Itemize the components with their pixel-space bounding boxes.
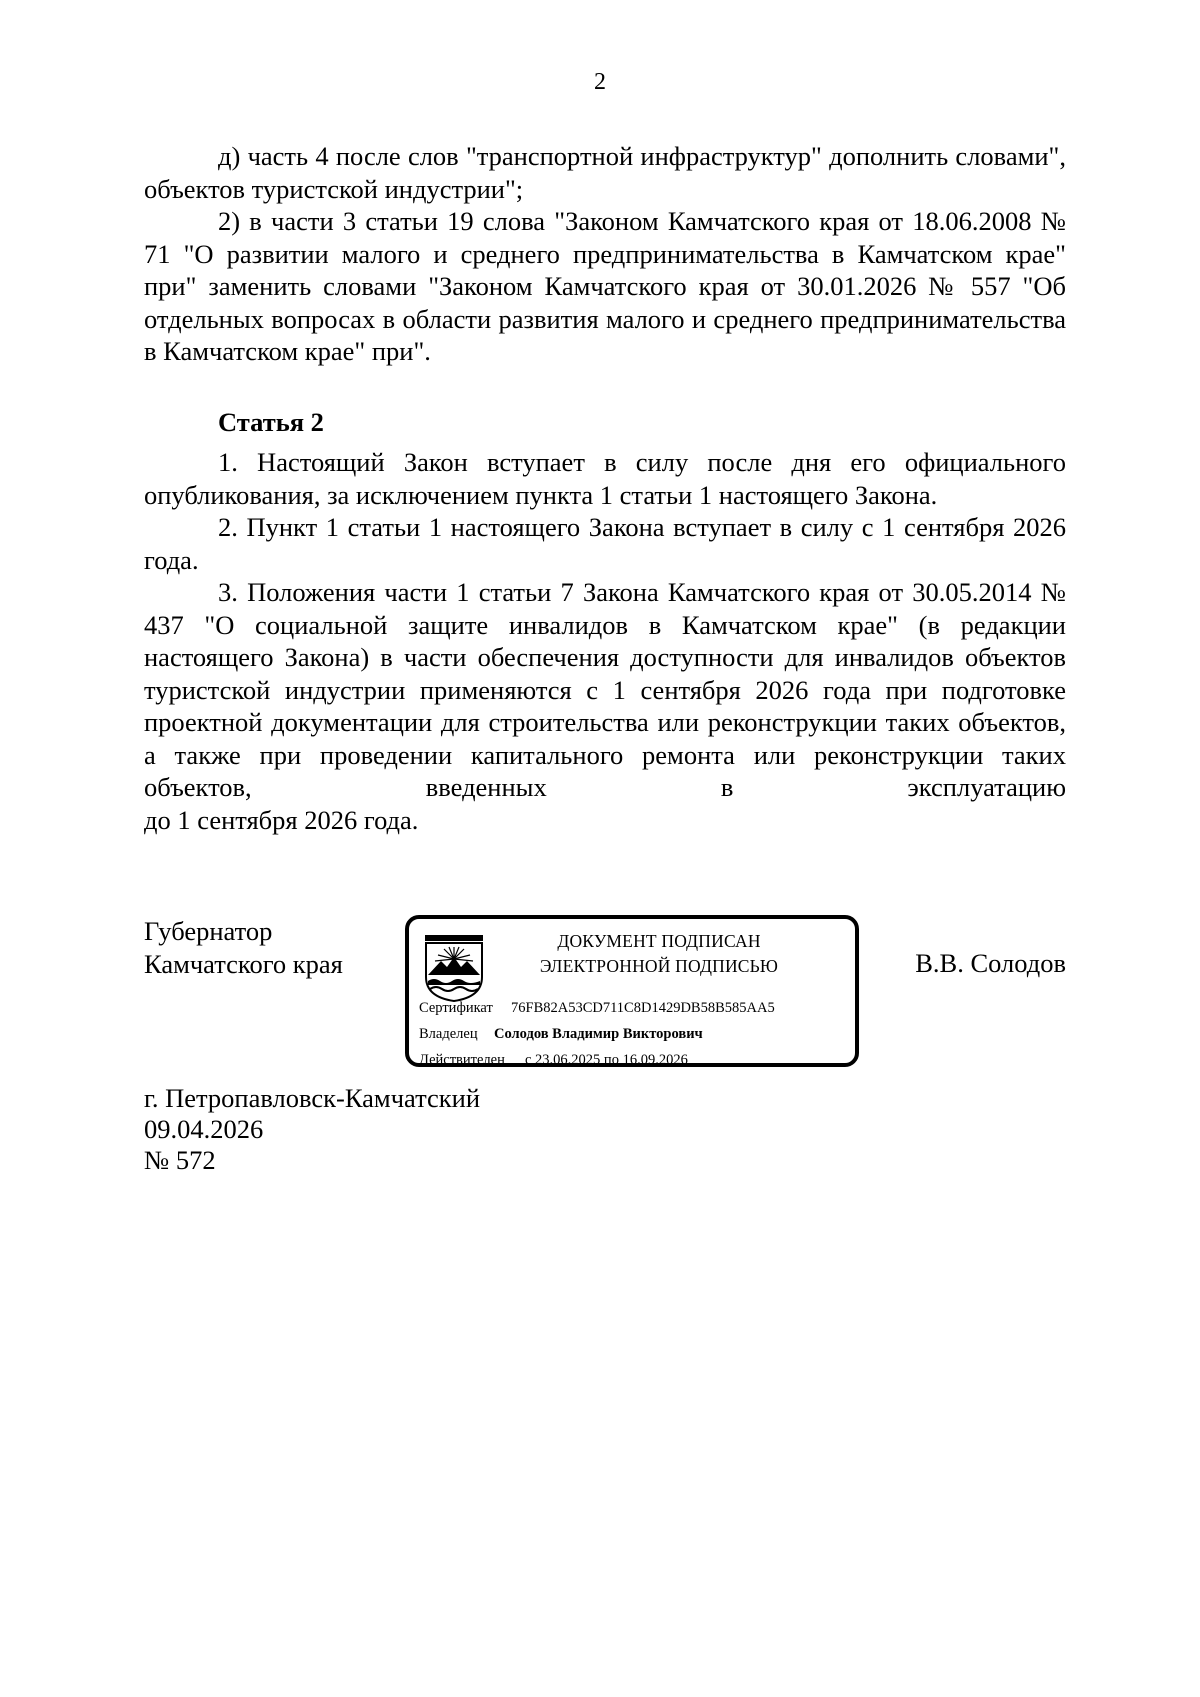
validity-value: с 23.06.2025 по 16.09.2026 <box>525 1052 688 1068</box>
paragraph-article-2-1: 1. Настоящий Закон вступает в силу после дня его официального опубликования, за исключением пункта 1 статьи 1 настоящего Закона. <box>144 447 1066 510</box>
signatory-name: В.В. Солодов <box>915 948 1066 978</box>
signatory-title <box>144 915 343 980</box>
owner-label: Владелец <box>419 1026 478 1042</box>
paragraph-amendment-2: 2) в части 3 статьи 19 слова "Законом Камчатского края от 18.06.2008 № 71 "О развитии малого и среднего предпринимательства в Камчатском крае" при" заменить словами "Законом Камчатского края от 30.01.2026 № 557 "Об отдельных вопросах в области развития малого и среднего предпринимательства в Камчатском крае" при". <box>144 206 1066 366</box>
signatory-title-line-2: Камчатского края <box>144 948 343 979</box>
stamp-header-line-2: ЭЛЕКТРОННОЙ ПОДПИСЬЮ <box>539 956 779 976</box>
footer-date: 09.04.2026 <box>144 1114 264 1144</box>
electronic-signature-stamp <box>405 915 859 1067</box>
kamchatka-coat-of-arms-icon <box>421 931 487 1003</box>
stamp-owner-row <box>419 1021 849 1047</box>
stamp-certificate-row <box>419 995 849 1021</box>
document-body <box>144 140 1066 836</box>
stamp-header <box>509 929 809 979</box>
stamp-header-line-1: ДОКУМЕНТ ПОДПИСАН <box>557 931 761 951</box>
stamp-validity-row <box>419 1047 849 1073</box>
paragraph-amendment-d: д) часть 4 после слов "транспортной инфраструктур" дополнить словами", объектов туристской индустрии"; <box>144 141 1066 204</box>
page-number: 2 <box>594 69 606 95</box>
document-footer <box>144 1083 480 1176</box>
certificate-value: 76FB82A53CD711C8D1429DB58B585AA5 <box>511 1000 775 1016</box>
paragraph-article-2-2: 2. Пункт 1 статьи 1 настоящего Закона вступает в силу с 1 сентября 2026 года. <box>144 512 1066 575</box>
validity-label: Действителен <box>419 1052 505 1068</box>
owner-value: Солодов Владимир Викторович <box>494 1026 703 1042</box>
certificate-label: Сертификат <box>419 1000 493 1016</box>
signatory-title-line-1: Губернатор <box>144 916 273 946</box>
footer-city: г. Петропавловск-Камчатский <box>144 1083 480 1113</box>
paragraph-article-2-3-end: до 1 сентября 2026 года. <box>144 804 419 835</box>
footer-number: № 572 <box>144 1145 216 1175</box>
signature-block <box>144 915 1066 1075</box>
article-heading: Статья 2 <box>218 406 324 437</box>
paragraph-article-2-3: 3. Положения части 1 статьи 7 Закона Камчатского края от 30.05.2014 № 437 "О социальной защите инвалидов в Камчатском крае" (в редакции настоящего Закона) в части обеспечения доступности для инвалидов объектов туристской индустрии применяются с 1 сентября 2026 года при подготовке проектной документации для строительства или реконструкции таких объектов, а также при проведении капитального ремонта или реконструкции таких объектов, введенных в эксплуатацию <box>144 577 1066 802</box>
stamp-details <box>419 995 849 1073</box>
